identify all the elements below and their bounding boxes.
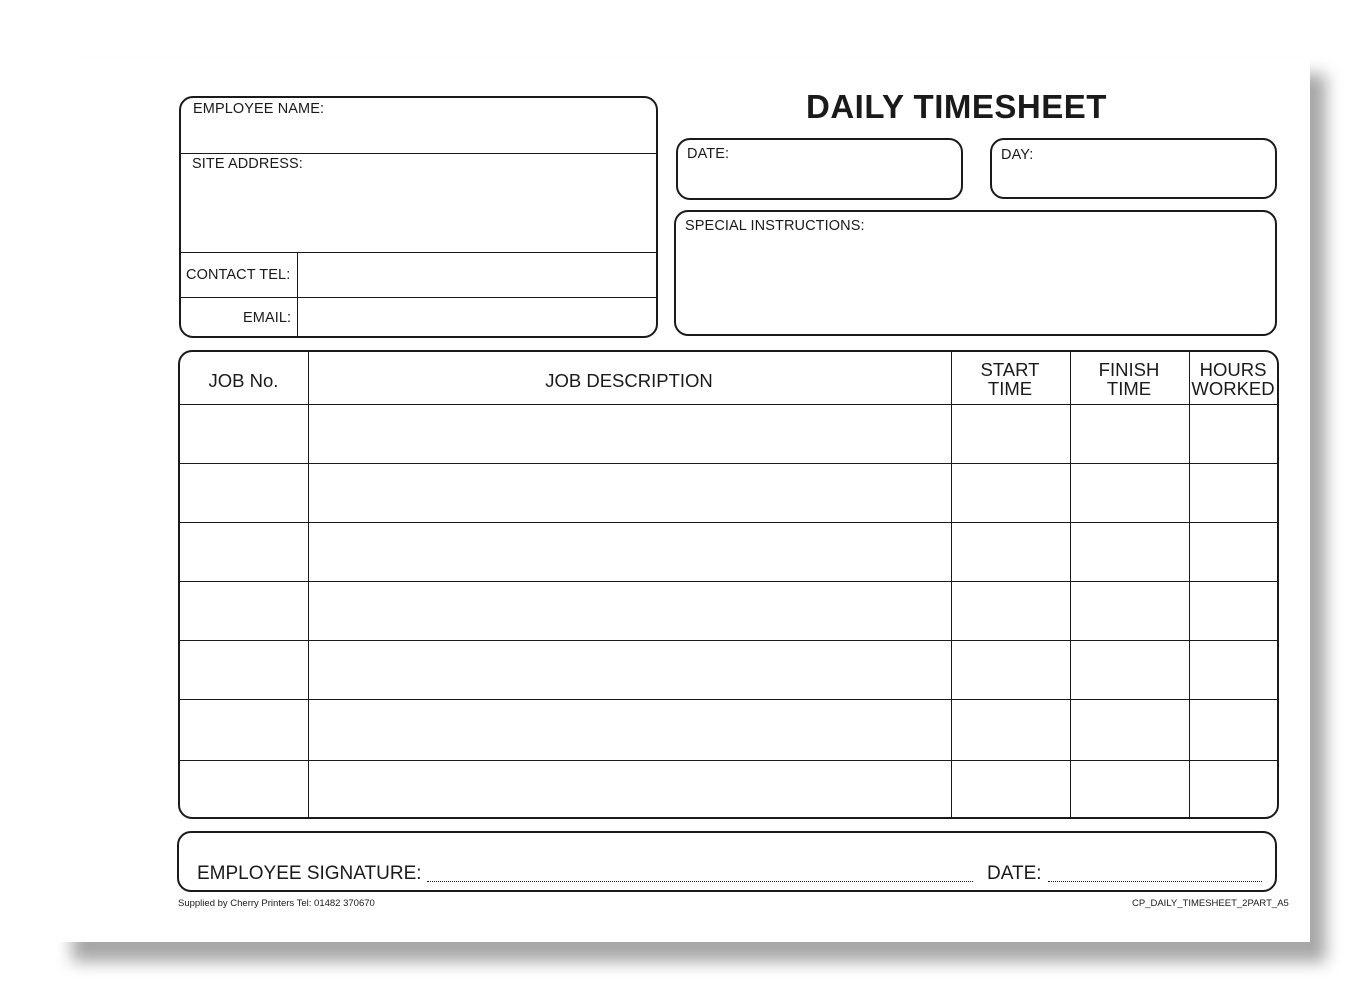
job-no-cell[interactable]	[180, 523, 308, 581]
start-time-cell[interactable]	[952, 641, 1070, 699]
header-finish-time-line1: FINISH	[1098, 359, 1160, 380]
hours-worked-cell[interactable]	[1190, 641, 1277, 699]
job-no-cell[interactable]	[180, 761, 308, 817]
job-no-cell[interactable]	[180, 582, 308, 640]
job-description-cell[interactable]	[309, 523, 951, 581]
job-description-cell[interactable]	[309, 405, 951, 463]
finish-time-cell[interactable]	[1071, 700, 1189, 760]
hours-worked-cell[interactable]	[1190, 761, 1277, 817]
site-address-field[interactable]	[181, 154, 656, 252]
day-label: DAY:	[1001, 147, 1034, 163]
hours-worked-cell[interactable]	[1190, 700, 1277, 760]
job-no-cell[interactable]	[180, 405, 308, 463]
job-description-cell[interactable]	[309, 582, 951, 640]
finish-time-cell[interactable]	[1071, 523, 1189, 581]
header-start-time	[951, 360, 1069, 398]
contact-tel-label: CONTACT TEL:	[186, 267, 291, 283]
day-field[interactable]	[990, 138, 1277, 199]
date-label: DATE:	[687, 146, 730, 162]
start-time-cell[interactable]	[952, 464, 1070, 522]
job-description-cell[interactable]	[309, 641, 951, 699]
hours-worked-cell[interactable]	[1190, 582, 1277, 640]
start-time-cell[interactable]	[952, 582, 1070, 640]
header-hours-worked-line2: WORKED	[1191, 378, 1275, 399]
finish-time-cell[interactable]	[1071, 641, 1189, 699]
header-start-time-line2: TIME	[987, 378, 1033, 399]
date-field[interactable]	[676, 138, 963, 200]
timesheet-sheet	[58, 58, 1310, 942]
job-description-cell[interactable]	[309, 700, 951, 760]
job-no-cell[interactable]	[180, 464, 308, 522]
job-no-cell[interactable]	[180, 641, 308, 699]
start-time-cell[interactable]	[952, 761, 1070, 817]
page-title: DAILY TIMESHEET	[806, 88, 1107, 125]
employee-signature-line[interactable]	[427, 881, 973, 882]
employee-name-field[interactable]	[181, 98, 656, 153]
header-finish-time	[1070, 360, 1188, 398]
contact-tel-field[interactable]	[298, 253, 656, 297]
header-job-no: JOB No.	[208, 370, 279, 391]
job-description-cell[interactable]	[309, 761, 951, 817]
email-label: EMAIL:	[243, 310, 292, 326]
job-description-cell[interactable]	[309, 464, 951, 522]
finish-time-cell[interactable]	[1071, 582, 1189, 640]
employee-details-box	[179, 96, 658, 338]
site-address-label: SITE ADDRESS:	[192, 156, 303, 172]
header-start-time-line1: START	[980, 359, 1040, 380]
supplier-note: Supplied by Cherry Printers Tel: 01482 370670	[178, 898, 375, 909]
signature-box	[177, 831, 1277, 892]
special-instructions-label: SPECIAL INSTRUCTIONS:	[685, 218, 865, 234]
finish-time-cell[interactable]	[1071, 761, 1189, 817]
start-time-cell[interactable]	[952, 523, 1070, 581]
signature-date-line[interactable]	[1048, 881, 1262, 882]
email-field[interactable]	[298, 298, 656, 336]
employee-name-label: EMPLOYEE NAME:	[193, 101, 325, 117]
header-finish-time-line2: TIME	[1106, 378, 1152, 399]
start-time-cell[interactable]	[952, 700, 1070, 760]
header-hours-worked	[1189, 360, 1277, 398]
finish-time-cell[interactable]	[1071, 405, 1189, 463]
hours-worked-cell[interactable]	[1190, 523, 1277, 581]
header-job-description: JOB DESCRIPTION	[545, 370, 713, 391]
start-time-cell[interactable]	[952, 405, 1070, 463]
employee-signature-label: EMPLOYEE SIGNATURE:	[197, 863, 422, 884]
hours-worked-cell[interactable]	[1190, 405, 1277, 463]
product-code: CP_DAILY_TIMESHEET_2PART_A5	[1132, 898, 1289, 909]
finish-time-cell[interactable]	[1071, 464, 1189, 522]
hours-worked-cell[interactable]	[1190, 464, 1277, 522]
signature-date-label: DATE:	[987, 863, 1042, 884]
job-no-cell[interactable]	[180, 700, 308, 760]
job-table	[178, 350, 1279, 819]
special-instructions-field[interactable]	[674, 210, 1277, 336]
header-hours-worked-line1: HOURS	[1199, 359, 1267, 380]
